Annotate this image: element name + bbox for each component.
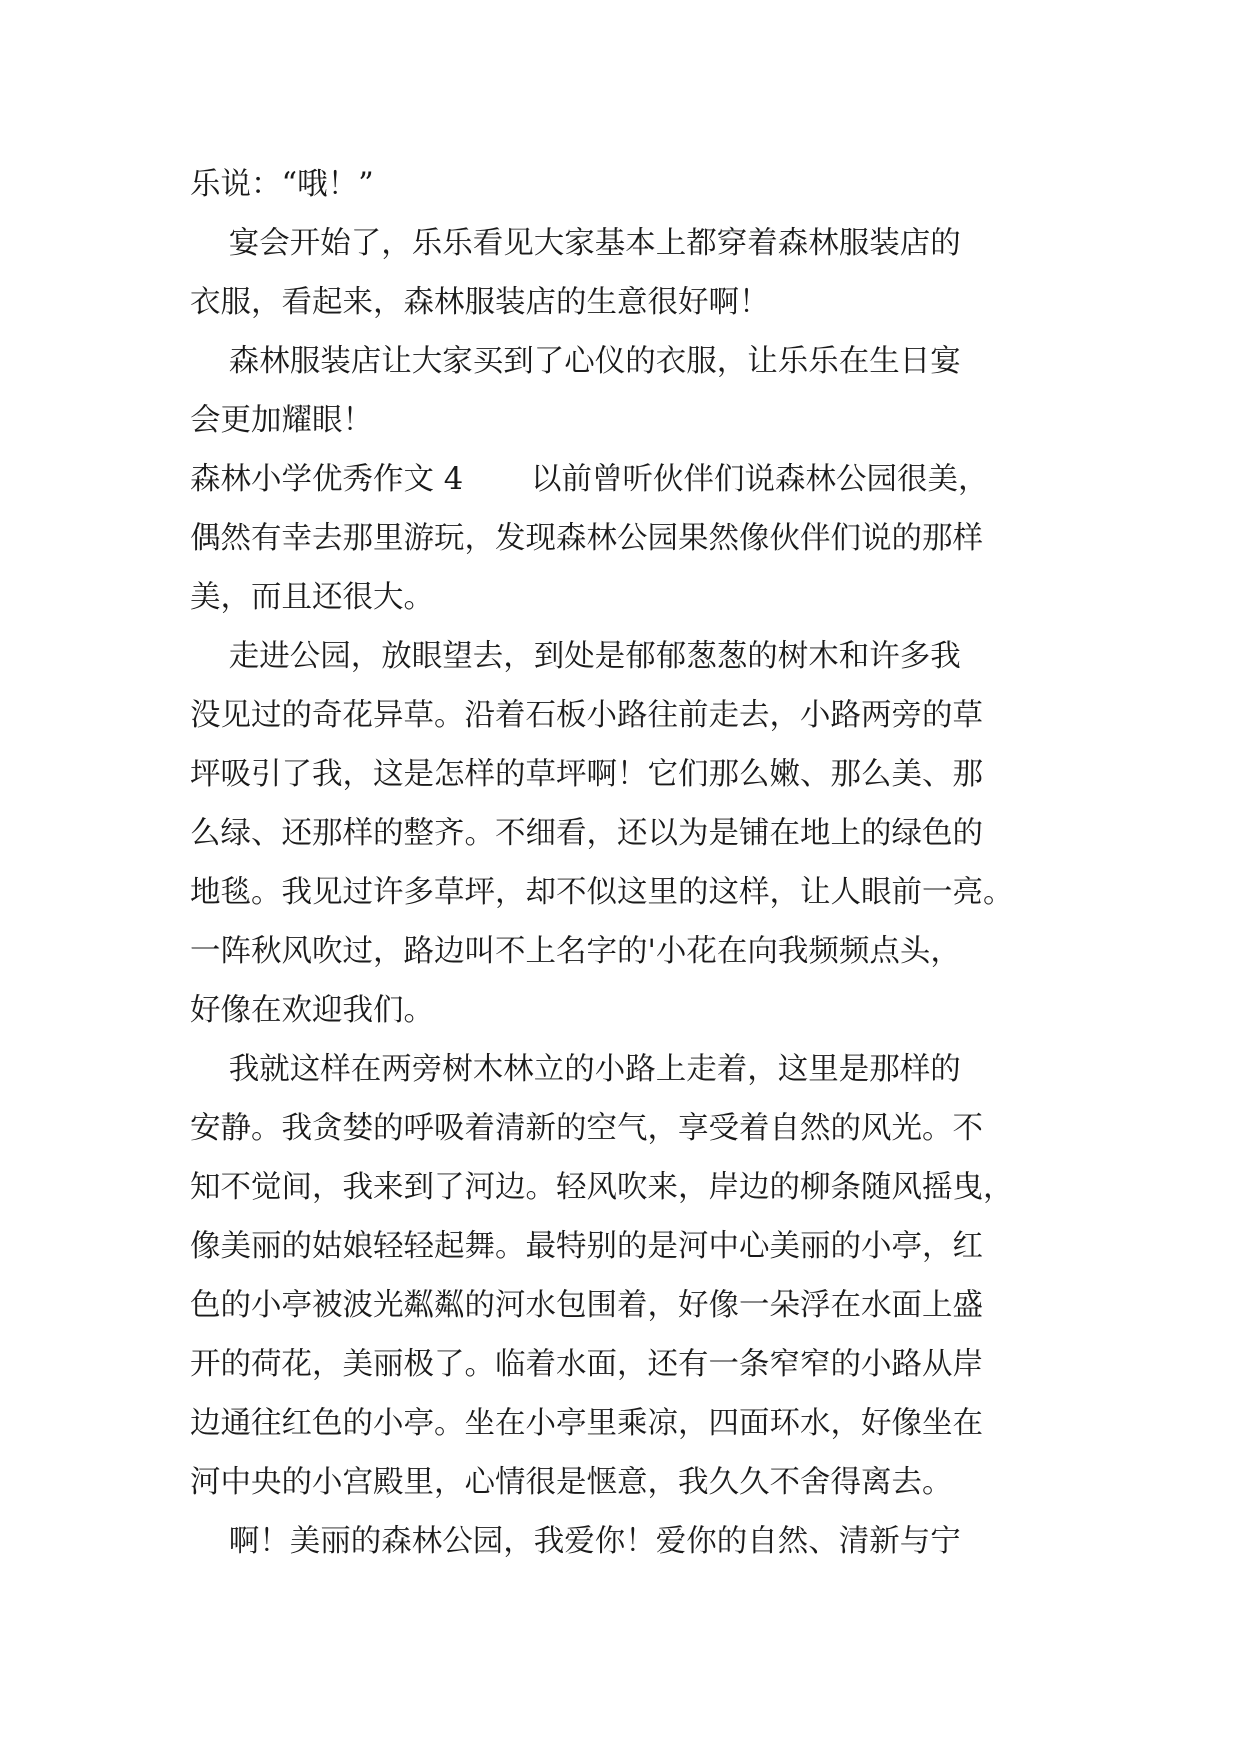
essay-heading-line: 森林小学优秀作文 4 以前曾听伙伴们说森林公园很美， <box>190 462 989 497</box>
text-line: 乐说：“哦！” <box>190 167 374 202</box>
text-line: 一阵秋风吹过，路边叫不上名字的'小花在向我频频点头， <box>190 934 961 969</box>
text-line: 森林服装店让大家买到了心仪的衣服，让乐乐在生日宴 <box>190 344 961 379</box>
text-line: 好像在欢迎我们。 <box>190 993 434 1028</box>
text-line: 美，而且还很大。 <box>190 580 434 615</box>
text-line: 河中央的小宫殿里，心情很是惬意，我久久不舍得离去。 <box>190 1465 953 1500</box>
text-line: 开的荷花，美丽极了。临着水面，还有一条窄窄的小路从岸 <box>190 1347 983 1382</box>
text-line: 像美丽的姑娘轻轻起舞。最特别的是河中心美丽的小亭，红 <box>190 1229 983 1264</box>
text-line: 宴会开始了，乐乐看见大家基本上都穿着森林服装店的 <box>190 226 961 261</box>
text-line: 么绿、还那样的整齐。不细看，还以为是铺在地上的绿色的 <box>190 816 983 851</box>
text-line: 边通往红色的小亭。坐在小亭里乘凉，四面环水，好像坐在 <box>190 1406 983 1441</box>
text-line: 啊！美丽的森林公园，我爱你！爱你的自然、清新与宁 <box>190 1524 961 1559</box>
text-line: 我就这样在两旁树木林立的小路上走着，这里是那样的 <box>190 1052 961 1087</box>
text-line: 走进公园，放眼望去，到处是郁郁葱葱的树木和许多我 <box>190 639 961 674</box>
text-line: 坪吸引了我，这是怎样的草坪啊！它们那么嫩、那么美、那 <box>190 757 983 792</box>
text-line: 安静。我贪婪的呼吸着清新的空气，享受着自然的风光。不 <box>190 1111 983 1146</box>
text-line: 偶然有幸去那里游玩，发现森林公园果然像伙伴们说的那样 <box>190 521 983 556</box>
essay-text <box>190 155 1050 1571</box>
text-line: 色的小亭被波光粼粼的河水包围着，好像一朵浮在水面上盛 <box>190 1288 983 1323</box>
text-line: 知不觉间，我来到了河边。轻风吹来，岸边的柳条随风摇曳， <box>190 1170 1014 1205</box>
text-line: 会更加耀眼！ <box>190 403 373 438</box>
text-line: 没见过的奇花异草。沿着石板小路往前走去，小路两旁的草 <box>190 698 983 733</box>
text-line: 衣服，看起来，森林服装店的生意很好啊！ <box>190 285 770 320</box>
text-line: 地毯。我见过许多草坪，却不似这里的这样，让人眼前一亮。 <box>190 875 1014 910</box>
